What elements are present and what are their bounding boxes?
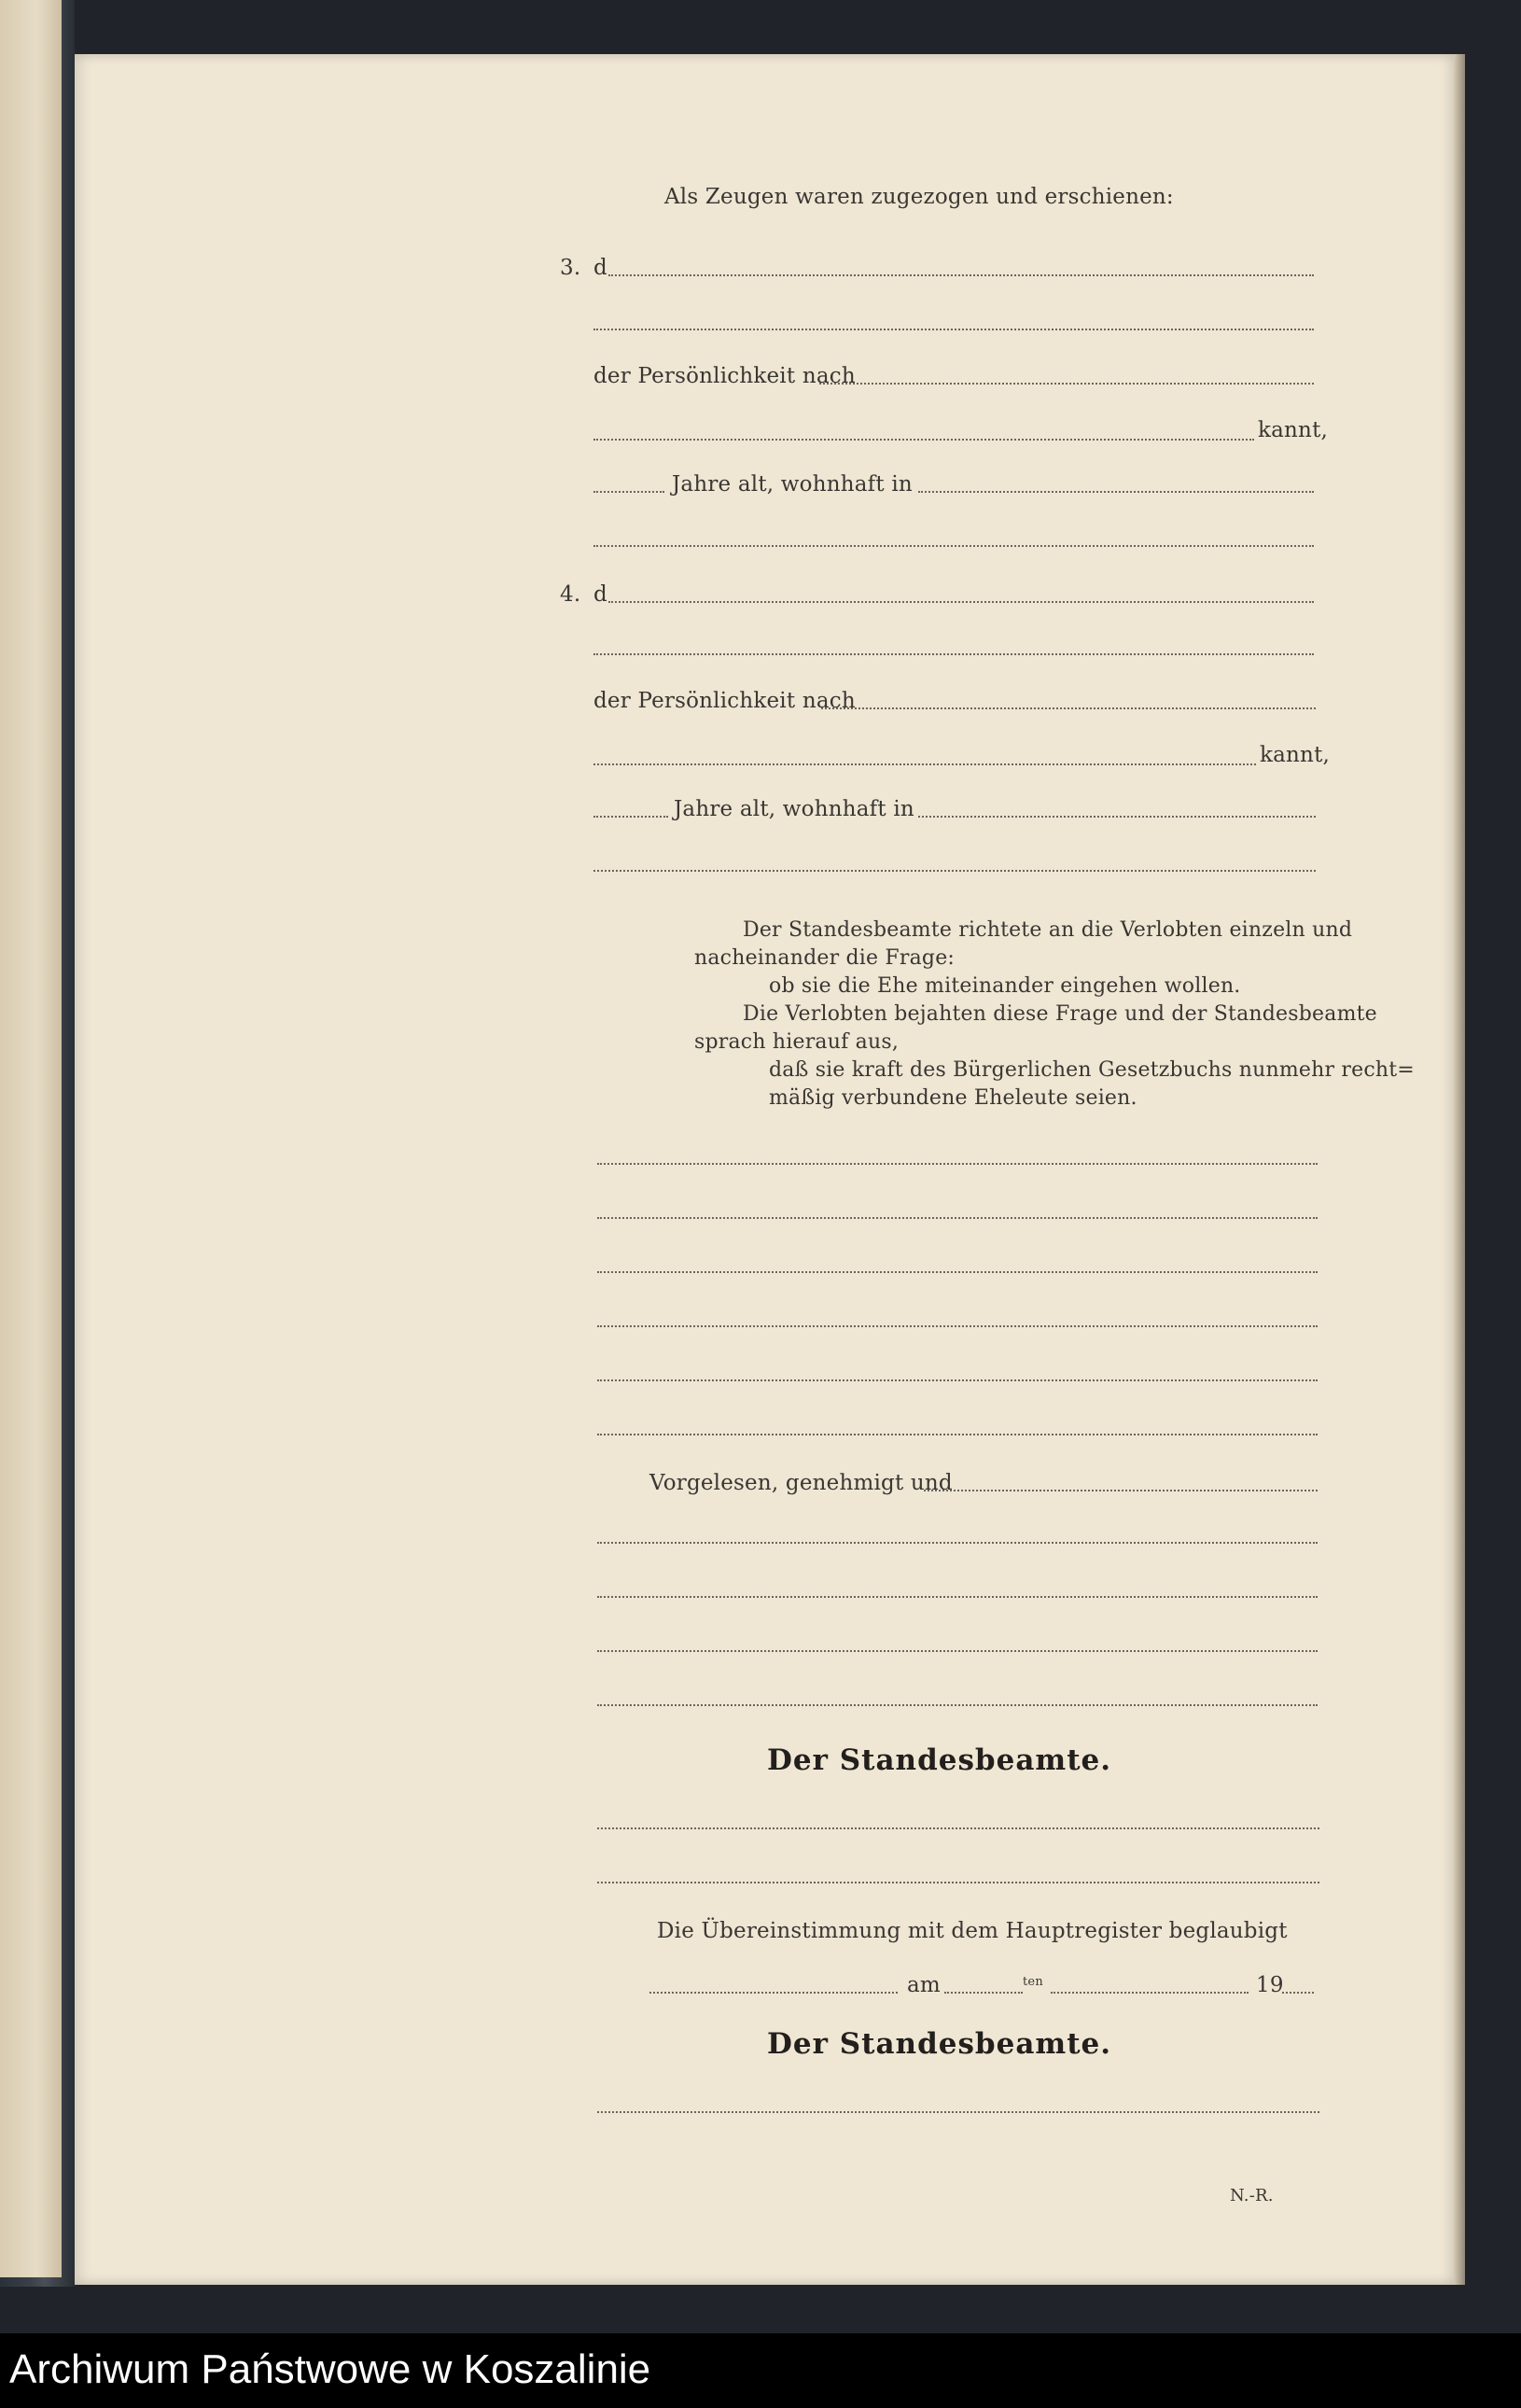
signature-line-3 — [597, 1650, 1318, 1652]
remarks-line-5 — [597, 1379, 1318, 1381]
witness-4-age-line — [593, 816, 668, 818]
read-approved-label: Vorgelesen, genehmigt und — [649, 1471, 953, 1495]
witness-4-prefix: d — [593, 582, 607, 607]
document-page — [75, 54, 1456, 2285]
witness-3-persoenlichkeit-label: der Persönlichkeit nach — [593, 364, 856, 388]
certification-text: Die Übereinstimmung mit dem Hauptregister beglaubigt — [657, 1919, 1288, 1943]
witness-3-line-6 — [593, 545, 1314, 547]
witness-3-age-residence-label: Jahre alt, wohnhaft in — [672, 472, 913, 497]
witness-3-line-2 — [593, 329, 1314, 330]
question-line-2: nacheinander die Frage: — [694, 946, 956, 970]
am-label: am — [907, 1973, 941, 1997]
witness-4-number: 4. — [560, 582, 581, 607]
witness-4-kannt-line — [593, 763, 1256, 765]
witness-3-persoenlichkeit-line — [819, 383, 1314, 385]
witness-4-residence-line — [918, 816, 1316, 818]
question-line-1: Der Standesbeamte richtete an die Verlobten einzeln und — [743, 918, 1353, 942]
witness-4-persoenlichkeit-label: der Persönlichkeit nach — [593, 689, 856, 713]
witness-3-prefix: d — [593, 256, 607, 280]
witnesses-intro: Als Zeugen waren zugezogen und erschienen: — [664, 185, 1174, 209]
remarks-line-4 — [597, 1325, 1318, 1327]
month-line — [1051, 1992, 1249, 1994]
witness-4-kannt: kannt, — [1260, 743, 1331, 767]
ten-label: ten — [1023, 1975, 1043, 1989]
witness-4-line-6 — [593, 870, 1316, 872]
signature-line-2 — [597, 1596, 1318, 1598]
question-line-6: daß sie kraft des Bürgerlichen Gesetzbuchs nunmehr recht= — [769, 1058, 1415, 1082]
witness-3-kannt-line — [593, 439, 1254, 441]
registrar-signature-line — [597, 2111, 1319, 2113]
witness-3-kannt: kannt, — [1258, 418, 1329, 442]
question-line-5: sprach hierauf aus, — [694, 1030, 900, 1054]
archive-footer — [0, 2333, 1521, 2408]
remarks-line-6 — [597, 1434, 1318, 1435]
witness-4-persoenlichkeit-line — [821, 707, 1316, 709]
registrar-heading-1: Der Standesbeamte. — [767, 1743, 1112, 1777]
question-line-4: Die Verlobten bejahten diese Frage und der Standesbeamte — [743, 1002, 1377, 1026]
signature-line-4 — [597, 1704, 1318, 1706]
question-line-3: ob sie die Ehe miteinander eingehen wollen. — [769, 974, 1241, 998]
remarks-line-2 — [597, 1217, 1318, 1219]
year-line — [1282, 1992, 1314, 1994]
certification-place-line — [649, 1992, 898, 1994]
witness-3-name-line — [608, 274, 1314, 276]
witness-3-age-line — [593, 491, 664, 493]
remarks-line-1 — [597, 1163, 1318, 1165]
witness-4-name-line — [608, 601, 1314, 603]
signature-line-1 — [597, 1542, 1318, 1544]
witness-4-age-residence-label: Jahre alt, wohnhaft in — [674, 797, 914, 821]
year-prefix: 19 — [1256, 1973, 1284, 1997]
day-line — [944, 1992, 1023, 1994]
remarks-line-3 — [597, 1271, 1318, 1273]
archive-name: Archiwum Państwowe w Koszalinie — [9, 2346, 651, 2392]
registrar-line-1 — [597, 1827, 1319, 1829]
registrar-line-2 — [597, 1882, 1319, 1883]
witness-3-residence-line — [918, 491, 1314, 493]
witness-4-line-2 — [593, 653, 1314, 655]
read-approved-line — [924, 1490, 1318, 1491]
registrar-heading-2: Der Standesbeamte. — [767, 2027, 1112, 2061]
previous-page-edge — [0, 0, 62, 2277]
witness-3-number: 3. — [560, 256, 581, 280]
form-code: N.-R. — [1230, 2186, 1274, 2205]
question-line-7: mäßig verbundene Eheleute seien. — [769, 1086, 1137, 1110]
page-edge-shadow — [1454, 54, 1465, 2285]
